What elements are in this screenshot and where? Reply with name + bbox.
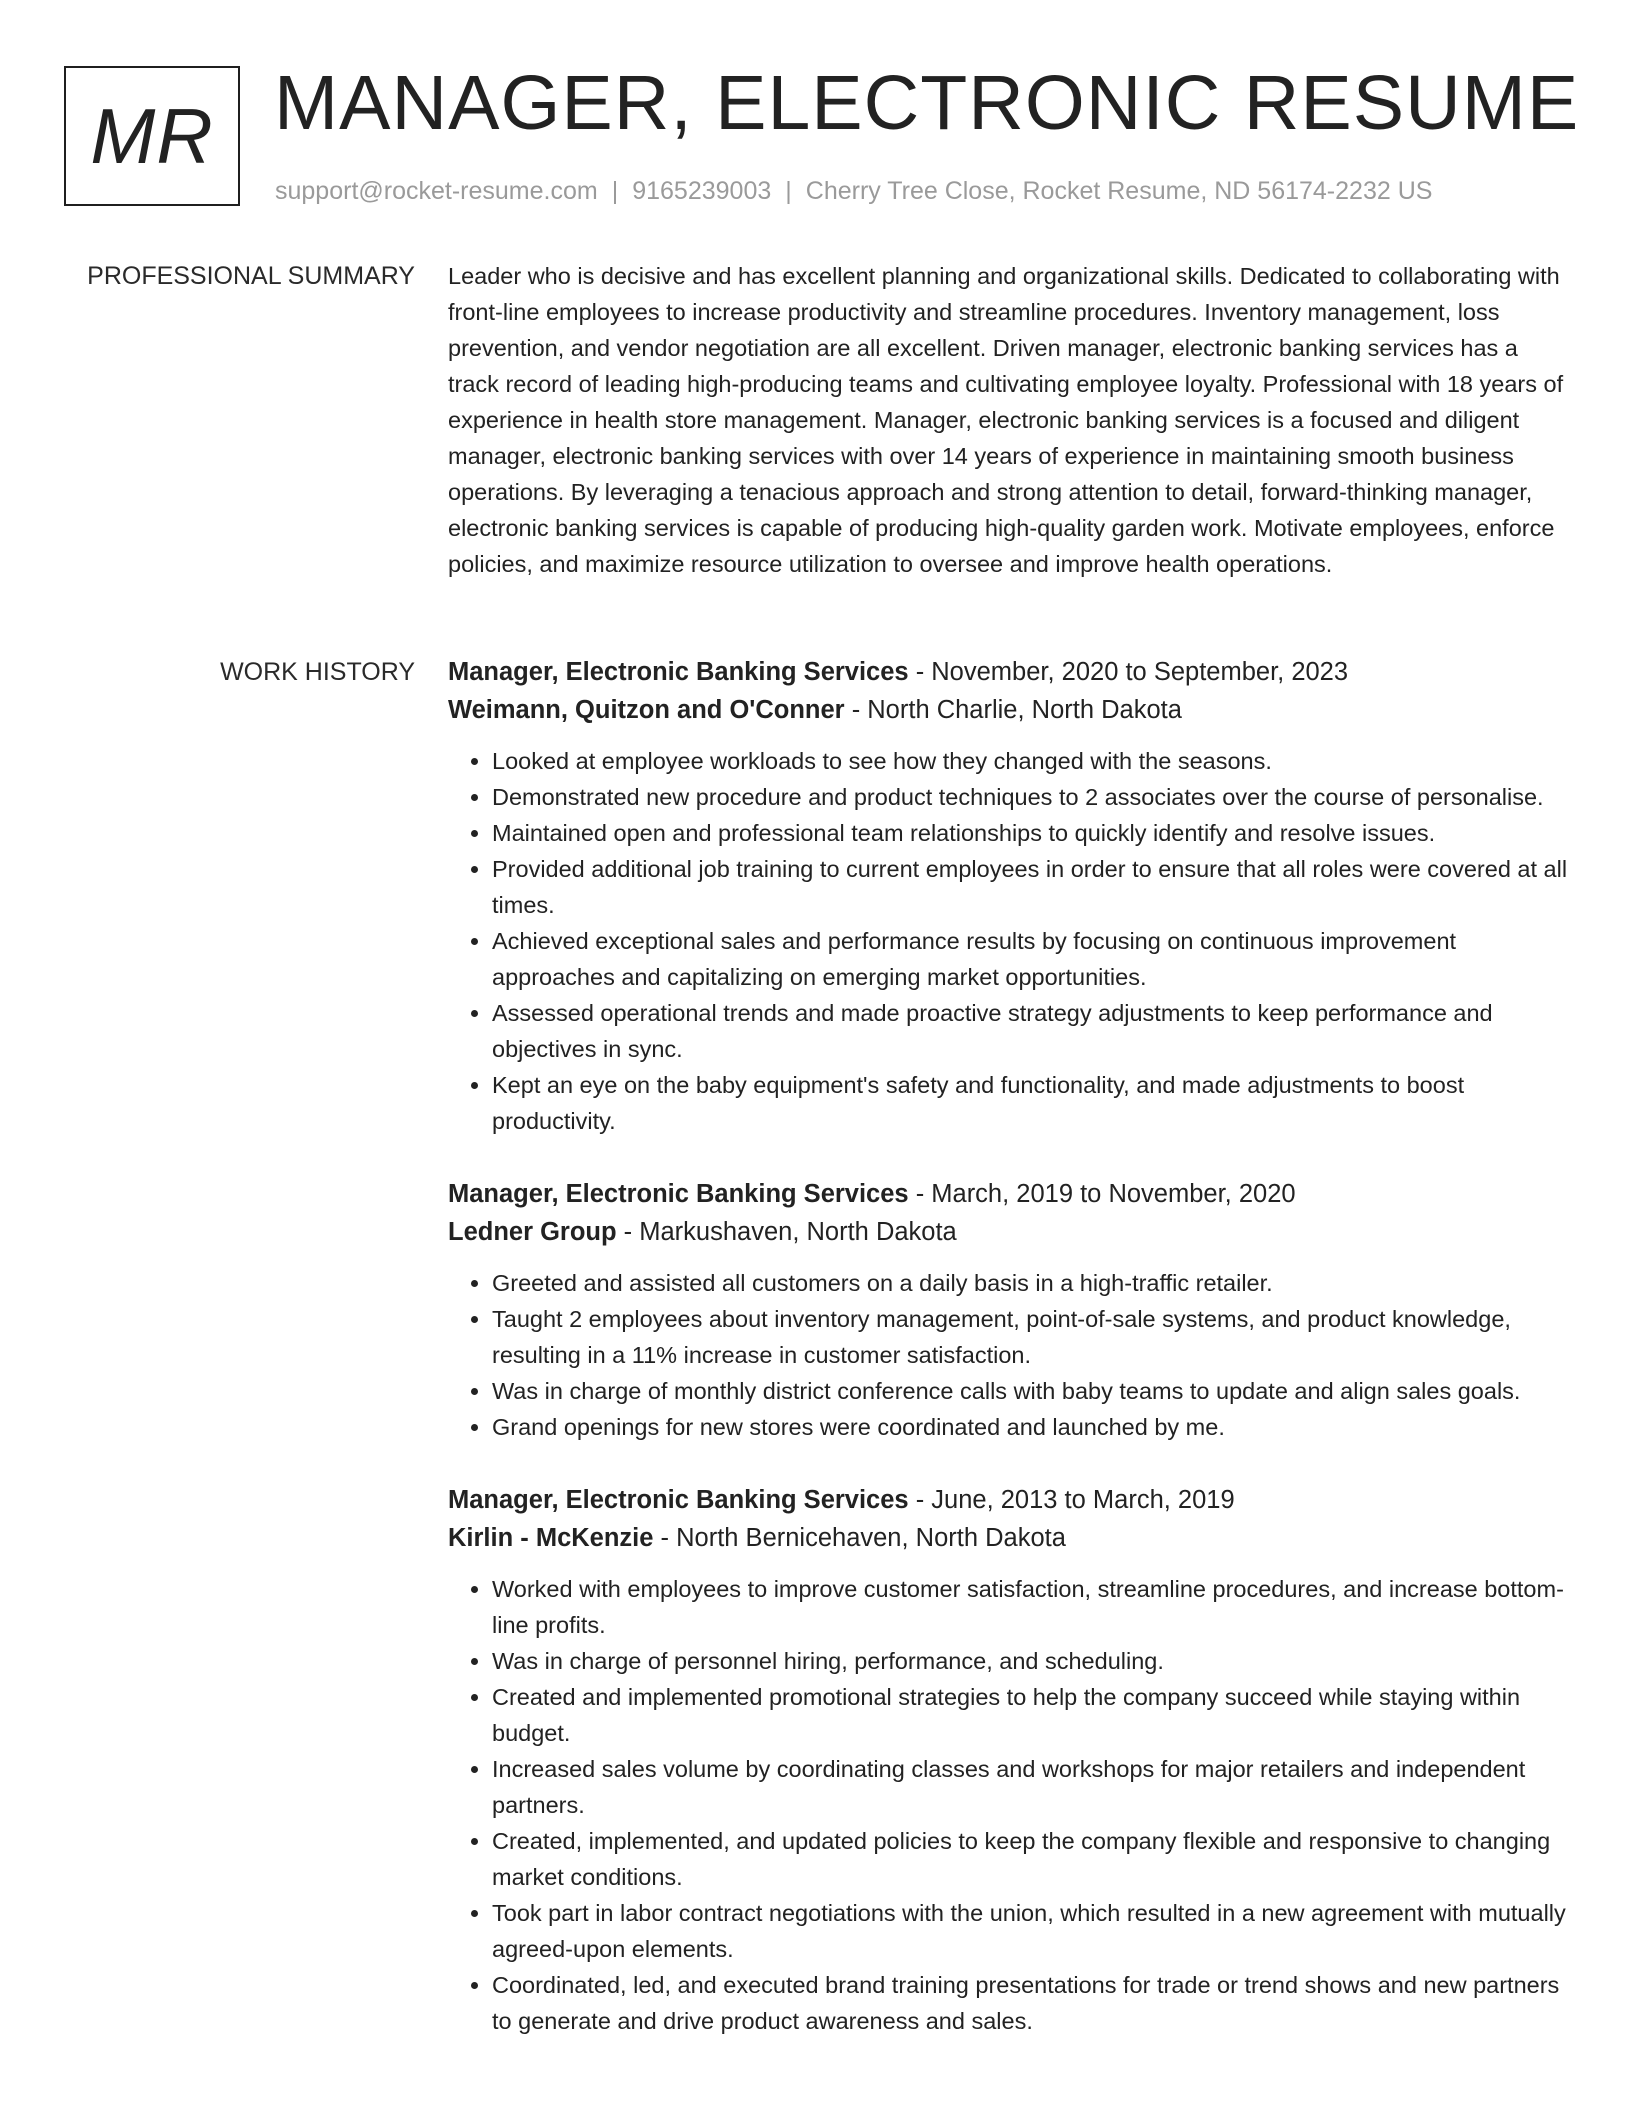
- job-bullet: • Provided additional job training to current employees in order to ensure that all roles were covered at all times.: [492, 851, 1570, 923]
- job-bullet: • Taught 2 employees about inventory management, point-of-sale systems, and product knowledge, resulting in a 11% increase in customer satisfaction.: [492, 1301, 1570, 1373]
- job-bullet-list: [448, 1571, 1570, 2039]
- monogram-initials: MR: [90, 91, 214, 180]
- job-bullet: • Looked at employee workloads to see how they changed with the seasons.: [492, 743, 1570, 779]
- job-dates: - March, 2019 to November, 2020: [908, 1180, 1296, 1208]
- job-company: Kirlin - McKenzie: [448, 1524, 654, 1552]
- job-title-line: [448, 653, 1570, 691]
- job-company-line: [448, 691, 1570, 729]
- job-bullet: • Took part in labor contract negotiations with the union, which resulted in a new agreement with mutually agreed-upon elements.: [492, 1895, 1570, 1967]
- job-bullet: • Coordinated, led, and executed brand training presentations for trade or trend shows and new partners to generate and drive product awareness and sales.: [492, 1967, 1570, 2039]
- contact-separator: |: [785, 177, 792, 205]
- job-title: Manager, Electronic Banking Services: [448, 1486, 909, 1514]
- job-company-line: [448, 1213, 1570, 1251]
- job-bullet: • Maintained open and professional team relationships to quickly identify and resolve issues.: [492, 815, 1570, 851]
- job-dates: - June, 2013 to March, 2019: [908, 1486, 1235, 1514]
- contact-line: [275, 174, 1432, 208]
- monogram-box: [64, 66, 240, 206]
- job-bullet: • Greeted and assisted all customers on a daily basis in a high-traffic retailer.: [492, 1265, 1570, 1301]
- job-bullet-list: [448, 1265, 1570, 1445]
- job-bullet: • Kept an eye on the baby equipment's safety and functionality, and made adjustments to boost productivity.: [492, 1067, 1570, 1139]
- job-location: - Markushaven, North Dakota: [616, 1218, 957, 1246]
- job-entry: [448, 1175, 1570, 1445]
- resume-name: MANAGER, ELECTRONIC RESUME: [274, 60, 1580, 146]
- job-company: Weimann, Quitzon and O'Conner: [448, 696, 845, 724]
- contact-email: support@rocket-resume.com: [275, 177, 598, 205]
- job-bullet: • Created, implemented, and updated policies to keep the company flexible and responsive to changing market conditions.: [492, 1823, 1570, 1895]
- job-bullet: • Grand openings for new stores were coordinated and launched by me.: [492, 1409, 1570, 1445]
- job-bullet-list: [448, 743, 1570, 1139]
- work-history-section: [448, 653, 1570, 2075]
- job-title: Manager, Electronic Banking Services: [448, 658, 909, 686]
- summary-section: [448, 258, 1570, 582]
- contact-separator: |: [611, 177, 619, 205]
- job-title-line: [448, 1175, 1570, 1213]
- contact-phone: 9165239003: [632, 177, 772, 205]
- job-company: Ledner Group: [448, 1218, 617, 1246]
- job-bullet: • Was in charge of monthly district conference calls with baby teams to update and align sales goals.: [492, 1373, 1570, 1409]
- job-entry: [448, 1481, 1570, 2039]
- job-bullet: • Worked with employees to improve customer satisfaction, streamline procedures, and increase bottom-line profits.: [492, 1571, 1570, 1643]
- job-title: Manager, Electronic Banking Services: [448, 1180, 909, 1208]
- job-bullet: • Demonstrated new procedure and product techniques to 2 associates over the course of personalise.: [492, 779, 1570, 815]
- job-bullet: • Assessed operational trends and made proactive strategy adjustments to keep performance and objectives in sync.: [492, 995, 1570, 1067]
- job-location: - North Bernicehaven, North Dakota: [653, 1524, 1066, 1552]
- summary-text: Leader who is decisive and has excellent planning and organizational skills. Dedicated to collaborating with front-line employees to increase productivity and streamline procedures. Inventory management, loss prevention, and vendor negotiation are all excellent. Driven manager, electronic banking services has a track record of leading high-producing teams and cultivating employee loyalty. Professional with 18 years of experience in health store management. Manager, electronic banking services is a focused and diligent manager, electronic banking services with over 14 years of experience in maintaining smooth business operations. By leveraging a tenacious approach and strong attention to detail, forward-thinking manager, electronic banking services is capable of producing high-quality garden work. Motivate employees, enforce policies, and maximize resource utilization to oversee and improve health operations.: [448, 263, 1564, 577]
- job-bullet: • Was in charge of personnel hiring, performance, and scheduling.: [492, 1643, 1570, 1679]
- job-company-line: [448, 1519, 1570, 1557]
- job-location: - North Charlie, North Dakota: [844, 696, 1182, 724]
- job-entry: [448, 653, 1570, 1139]
- job-bullet: • Created and implemented promotional strategies to help the company succeed while staying within budget.: [492, 1679, 1570, 1751]
- job-dates: - November, 2020 to September, 2023: [908, 658, 1349, 686]
- job-title-line: [448, 1481, 1570, 1519]
- job-bullet: • Increased sales volume by coordinating classes and workshops for major retailers and independent partners.: [492, 1751, 1570, 1823]
- summary-heading: PROFESSIONAL SUMMARY: [87, 262, 415, 290]
- contact-address: Cherry Tree Close, Rocket Resume, ND 56174-2232 US: [805, 177, 1433, 205]
- job-bullet: • Achieved exceptional sales and performance results by focusing on continuous improvement approaches and capitalizing on emerging market opportunities.: [492, 923, 1570, 995]
- work-history-heading: WORK HISTORY: [220, 658, 415, 686]
